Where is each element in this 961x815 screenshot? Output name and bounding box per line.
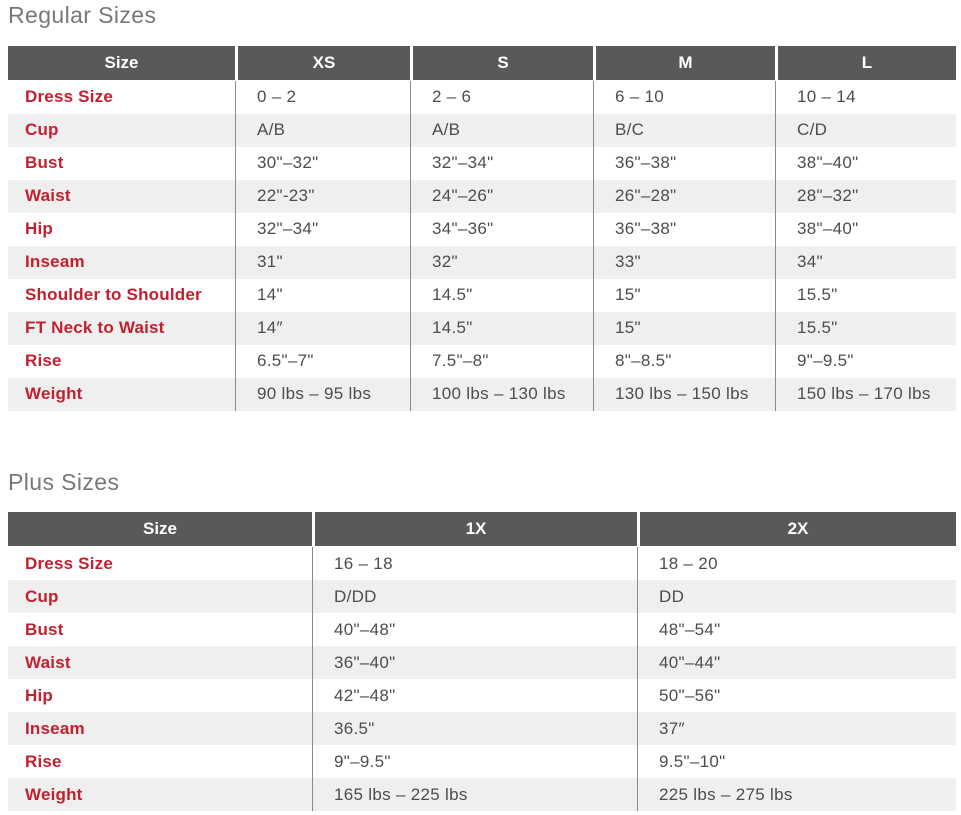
row-label: Inseam (25, 252, 85, 272)
table-header-row (8, 46, 956, 80)
column-header-xs: XS (235, 46, 410, 80)
row-label: Waist (25, 652, 71, 672)
column-header-1x: 1X (312, 512, 637, 546)
table-cell: 90 lbs – 95 lbs (235, 378, 410, 411)
table-cell: 28"–32" (775, 180, 956, 213)
table-cell: 100 lbs – 130 lbs (410, 378, 593, 411)
table-cell: A/B (235, 114, 410, 147)
table-row (8, 279, 956, 312)
column-header-size: Size (104, 52, 139, 72)
row-label: Dress Size (25, 553, 113, 573)
table-cell: 38"–40" (775, 213, 956, 246)
table-row (8, 580, 956, 613)
table-row (8, 81, 956, 114)
column-header-size: Size (142, 519, 178, 539)
table-cell: 40"–44" (637, 646, 956, 679)
table-cell: 31" (235, 246, 410, 279)
row-label: Hip (25, 685, 53, 705)
table-row (8, 646, 956, 679)
table-cell: 48"–54" (637, 613, 956, 646)
row-label: Weight (25, 784, 83, 804)
table-row (8, 745, 956, 778)
table-cell: 15.5" (775, 279, 956, 312)
table-cell: 8"–8.5" (593, 345, 775, 378)
row-label: Hip (25, 219, 53, 239)
table-cell: 165 lbs – 225 lbs (312, 778, 637, 811)
table-cell: 38"–40" (775, 147, 956, 180)
regular-sizes-table (8, 46, 956, 411)
table-cell: 30"–32" (235, 147, 410, 180)
column-header-l: L (775, 46, 956, 80)
table-row (8, 345, 956, 378)
table-cell: 22"-23" (235, 180, 410, 213)
table-cell: 24"–26" (410, 180, 593, 213)
table-cell: 36"–38" (593, 213, 775, 246)
table-cell: 2 – 6 (410, 81, 593, 114)
table-row (8, 778, 956, 811)
table-cell: 6.5"–7" (235, 345, 410, 378)
table-cell: 130 lbs – 150 lbs (593, 378, 775, 411)
plus-sizes-title: Plus Sizes (8, 468, 120, 495)
table-header-row (8, 512, 956, 546)
column-header-m: M (593, 46, 775, 80)
table-cell: D/DD (312, 580, 637, 613)
row-label: Bust (25, 153, 64, 173)
table-row (8, 712, 956, 745)
table-cell: 15" (593, 279, 775, 312)
table-cell: 36.5" (312, 712, 637, 745)
regular-sizes-title: Regular Sizes (8, 2, 157, 28)
table-cell: A/B (410, 114, 593, 147)
table-cell: 14" (235, 279, 410, 312)
table-row (8, 213, 956, 246)
table-cell: 225 lbs – 275 lbs (637, 778, 956, 811)
plus-sizes-table (8, 512, 956, 811)
table-row (8, 246, 956, 279)
table-cell: 32"–34" (410, 147, 593, 180)
table-cell: 18 – 20 (637, 547, 956, 580)
table-cell: 50"–56" (637, 679, 956, 712)
table-cell: 10 – 14 (775, 81, 956, 114)
table-row (8, 613, 956, 646)
table-cell: C/D (775, 114, 956, 147)
table-cell: 9"–9.5" (312, 745, 637, 778)
row-label: Cup (25, 120, 59, 140)
table-cell: DD (637, 580, 956, 613)
table-row (8, 147, 956, 180)
table-body (8, 81, 956, 411)
table-cell: 37″ (637, 712, 956, 745)
row-label: FT Neck to Waist (25, 318, 165, 338)
table-cell: 34"–36" (410, 213, 593, 246)
row-label: Inseam (25, 718, 85, 738)
row-label: Waist (25, 186, 71, 206)
table-cell: 15.5" (775, 312, 956, 345)
table-cell: 26"–28" (593, 180, 775, 213)
table-cell: 0 – 2 (235, 81, 410, 114)
table-row (8, 547, 956, 580)
table-cell: 14″ (235, 312, 410, 345)
table-cell: 6 – 10 (593, 81, 775, 114)
table-cell: 150 lbs – 170 lbs (775, 378, 956, 411)
table-cell: 36"–38" (593, 147, 775, 180)
table-cell: B/C (593, 114, 775, 147)
row-label: Rise (25, 751, 62, 771)
table-cell: 32"–34" (235, 213, 410, 246)
column-header-s: S (410, 46, 593, 80)
table-cell: 33" (593, 246, 775, 279)
table-cell: 16 – 18 (312, 547, 637, 580)
table-cell: 14.5" (410, 312, 593, 345)
table-cell: 14.5" (410, 279, 593, 312)
table-row (8, 679, 956, 712)
row-label: Cup (25, 586, 59, 606)
table-row (8, 180, 956, 213)
table-row (8, 378, 956, 411)
table-body (8, 547, 956, 811)
column-header-2x: 2X (637, 512, 956, 546)
row-label: Dress Size (25, 87, 113, 107)
row-label: Bust (25, 619, 64, 639)
table-cell: 36"–40" (312, 646, 637, 679)
table-row (8, 312, 956, 345)
table-cell: 32" (410, 246, 593, 279)
table-cell: 15" (593, 312, 775, 345)
table-cell: 40"–48" (312, 613, 637, 646)
row-label: Weight (25, 384, 83, 404)
table-cell: 34" (775, 246, 956, 279)
row-label: Shoulder to Shoulder (25, 285, 202, 305)
table-cell: 7.5"–8" (410, 345, 593, 378)
row-label: Rise (25, 351, 62, 371)
table-cell: 42"–48" (312, 679, 637, 712)
table-row (8, 114, 956, 147)
table-cell: 9"–9.5" (775, 345, 956, 378)
table-cell: 9.5"–10" (637, 745, 956, 778)
